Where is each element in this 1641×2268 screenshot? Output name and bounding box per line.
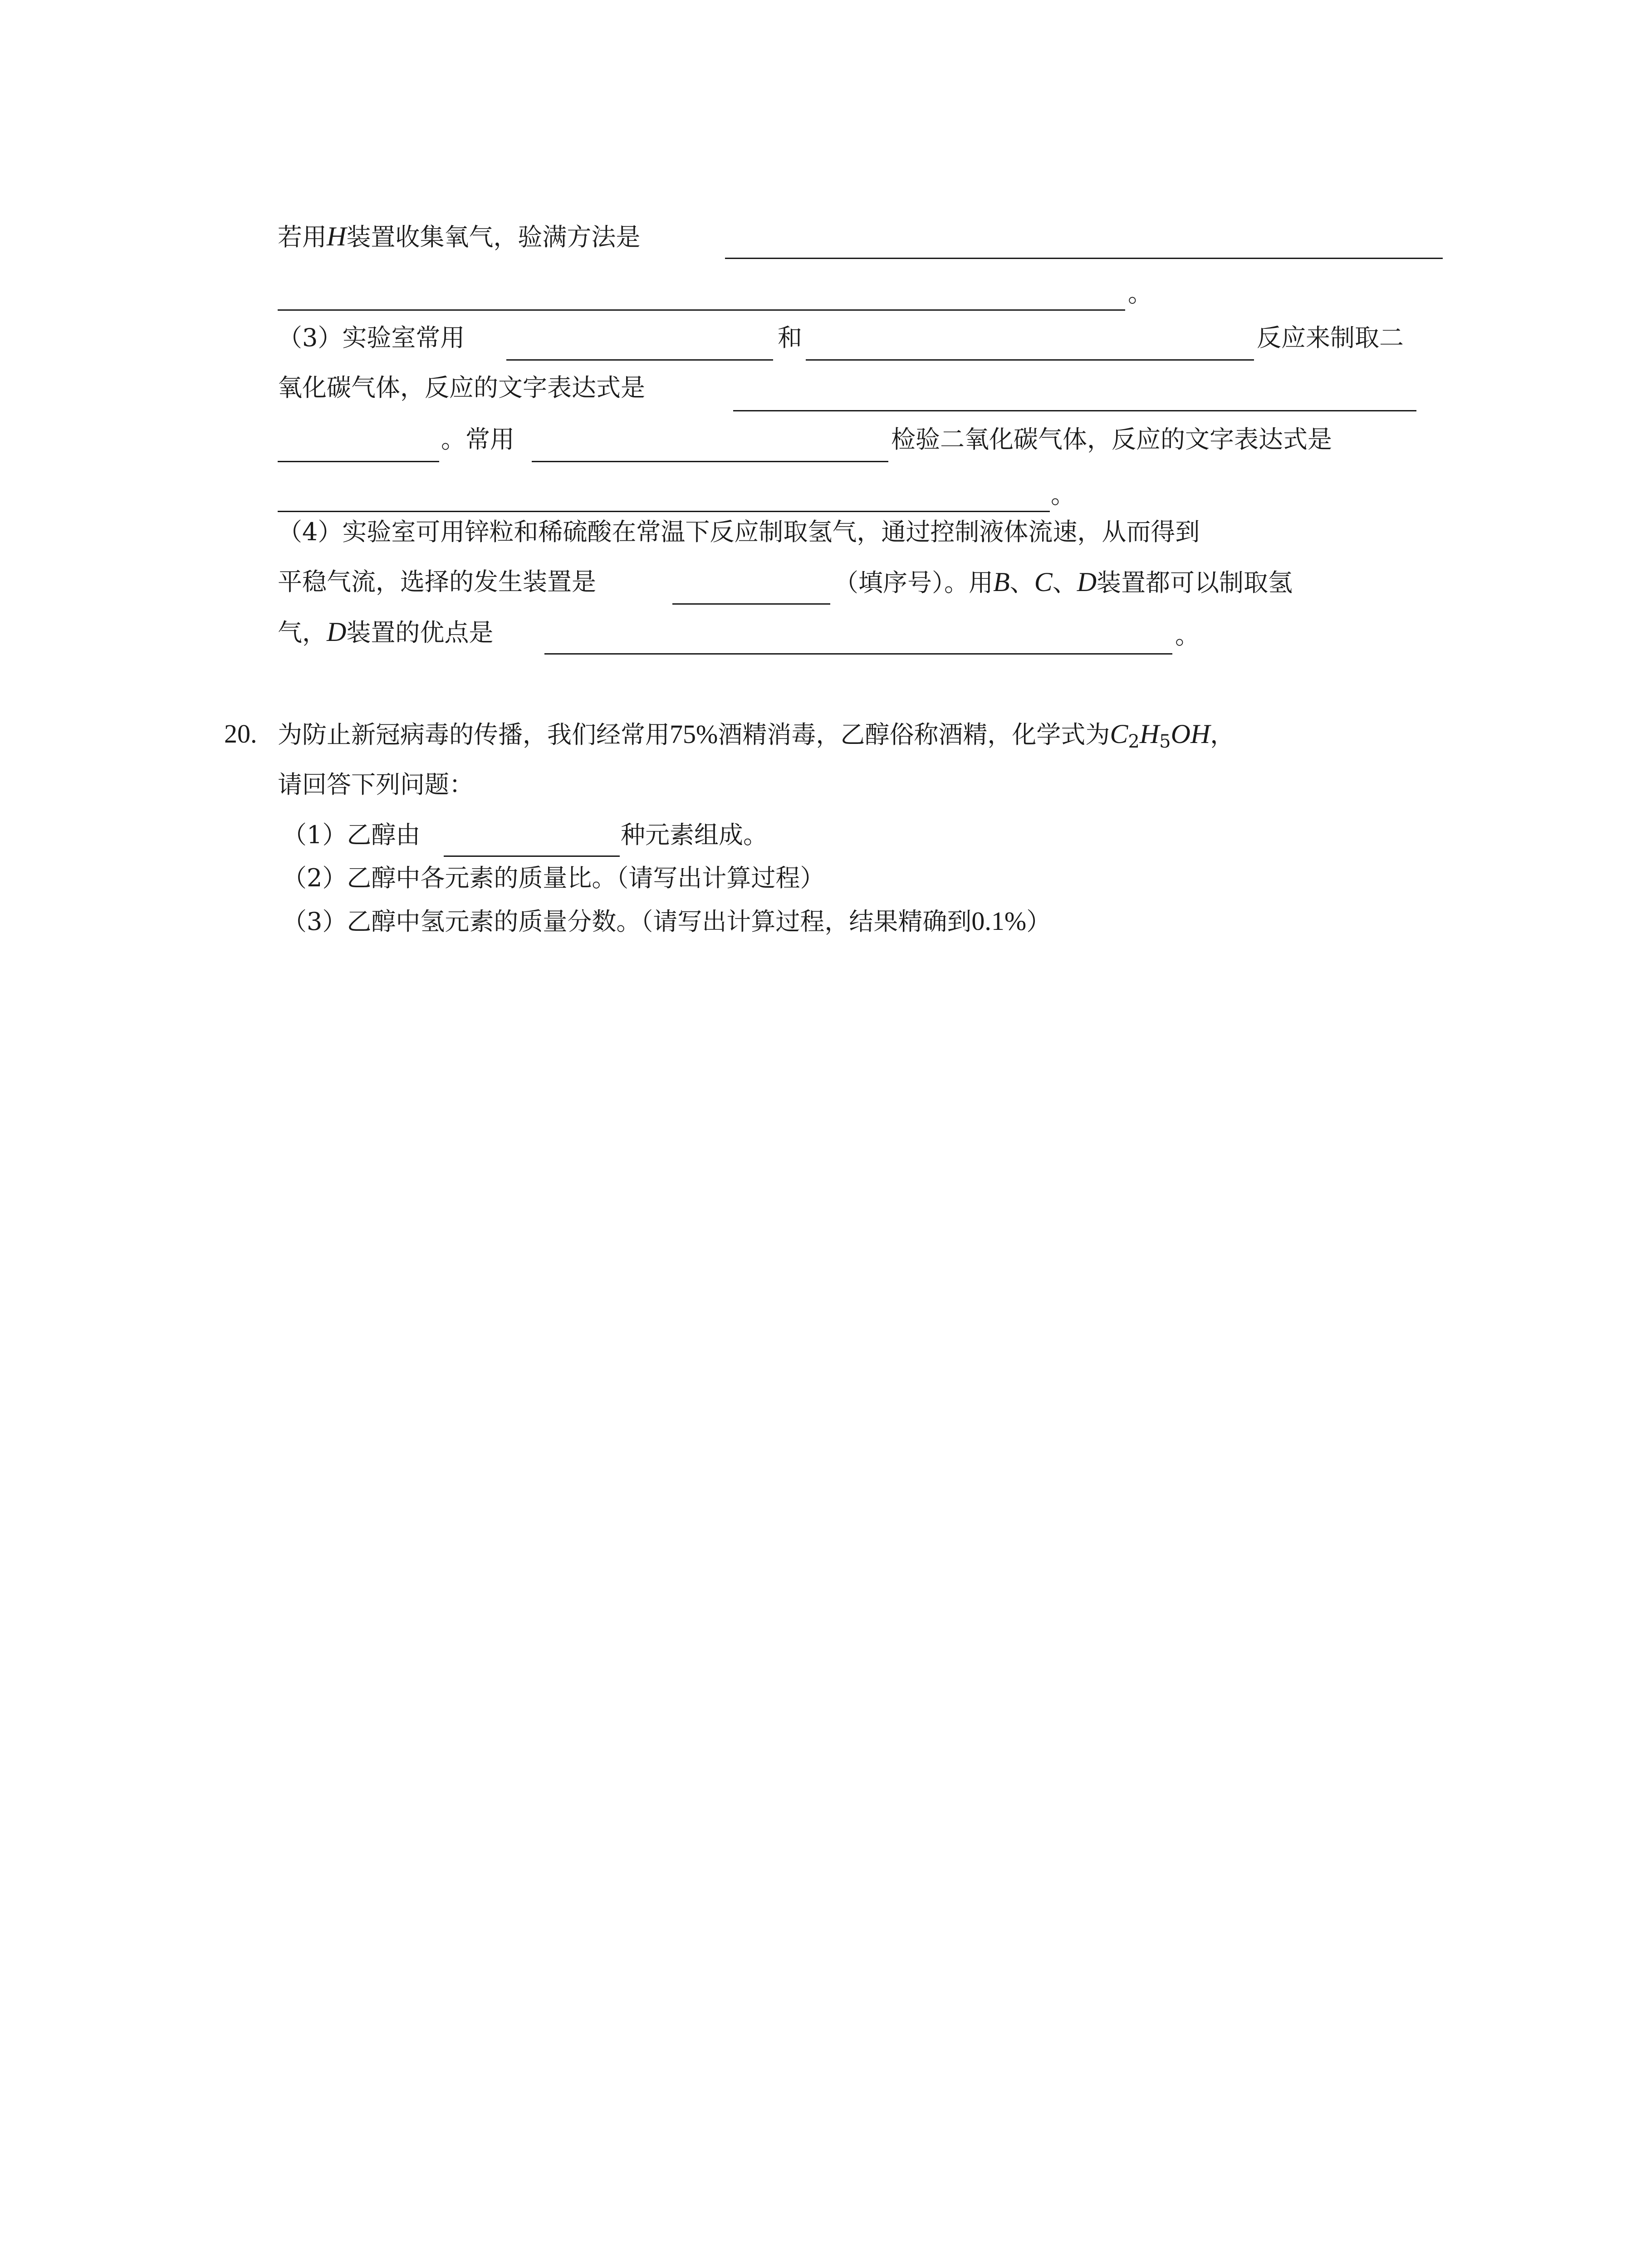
text: 平稳气流，选择的发生装置是	[278, 567, 596, 596]
text: ，	[1210, 720, 1235, 749]
text: 种元素组成。	[621, 821, 768, 849]
letter-h: H	[327, 221, 347, 251]
letter-b: B	[993, 567, 1010, 597]
text: 气，	[278, 618, 327, 647]
q20-sub3	[282, 906, 1051, 937]
formula-oh: OH	[1171, 719, 1210, 749]
answer-blank[interactable]	[278, 309, 1125, 311]
answer-blank[interactable]	[506, 359, 773, 361]
answer-blank[interactable]	[532, 461, 888, 462]
text: （1）乙醇由	[282, 821, 421, 849]
q20-line1	[278, 719, 1234, 757]
q19-p4-line2	[278, 567, 596, 597]
text: 和	[778, 323, 802, 352]
q19-h-device-line	[278, 221, 640, 252]
q19-p3-line2: 氧化碳气体，反应的文字表达式是	[278, 373, 645, 402]
text: （3）实验室常用	[278, 323, 465, 352]
percentage: 75%	[670, 719, 718, 749]
text: 装置收集氧气，验满方法是	[346, 223, 641, 251]
text: 检验二氧化碳气体，反应的文字表达式是	[891, 425, 1332, 454]
answer-blank[interactable]	[672, 603, 830, 605]
q20-line2: 请回答下列问题：	[278, 770, 474, 799]
formula-c: C	[1110, 719, 1128, 749]
text: 若用	[278, 223, 327, 251]
question-number: 20.	[224, 719, 257, 748]
text: 反应来制取二	[1257, 323, 1404, 352]
formula-subscript: 5	[1159, 731, 1171, 752]
text: 、	[1052, 568, 1077, 597]
text: （填序号）。用	[834, 568, 993, 597]
formula-subscript: 2	[1128, 731, 1140, 752]
text: 装置都可以制取氢	[1097, 568, 1293, 597]
punctuation: 。	[1175, 621, 1200, 650]
q20-sub1	[282, 820, 420, 850]
q19-p3-line1	[278, 323, 465, 353]
text: （3）乙醇中氢元素的质量分数。（请写出计算过程，结果精确到	[282, 907, 972, 936]
letter-d: D	[1077, 567, 1097, 597]
chemical-formula	[1110, 719, 1210, 752]
answer-blank[interactable]	[733, 410, 1416, 411]
answer-blank[interactable]	[725, 258, 1443, 259]
punctuation: 。	[1051, 480, 1075, 509]
q19-p4-line1: （4）实验室可用锌粒和稀硫酸在常温下反应制取氢气，通过控制液体流速，从而得到	[278, 518, 1200, 546]
text: 酒精消毒，乙醇俗称酒精，化学式为	[718, 720, 1110, 749]
formula-h: H	[1139, 719, 1160, 749]
answer-blank[interactable]	[444, 855, 620, 857]
q19-p4-line3	[278, 617, 493, 648]
q20-sub2: （2）乙醇中各元素的质量比。（请写出计算过程）	[282, 864, 825, 892]
text: 装置的优点是	[346, 618, 494, 647]
answer-blank[interactable]	[806, 359, 1254, 361]
answer-blank[interactable]	[278, 461, 439, 462]
punctuation: 。	[1128, 279, 1152, 308]
text: ）	[1026, 907, 1051, 936]
answer-blank[interactable]	[544, 653, 1172, 655]
text: 、	[1009, 568, 1034, 597]
letter-c: C	[1034, 567, 1053, 597]
percentage: 0.1%	[971, 906, 1027, 936]
q19-p4-line2-tail	[834, 567, 1293, 598]
answer-blank[interactable]	[278, 511, 1050, 512]
letter-d: D	[327, 617, 347, 647]
text: 。常用	[441, 425, 514, 454]
text: 为防止新冠病毒的传播，我们经常用	[278, 720, 670, 749]
